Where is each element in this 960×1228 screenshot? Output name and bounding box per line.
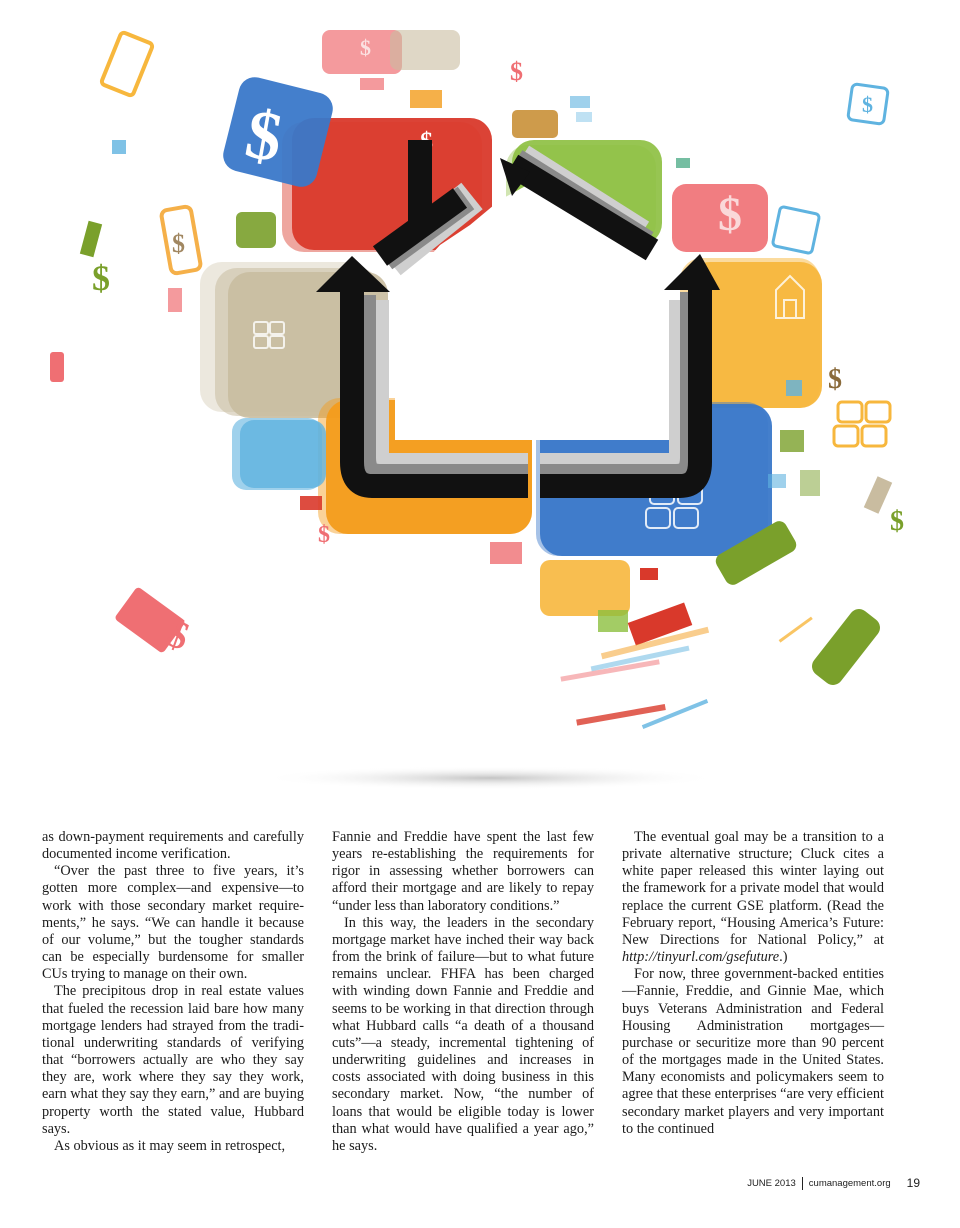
tile-gold-top — [512, 110, 558, 138]
report-link[interactable]: http://tinyurl.com/gsefuture — [622, 949, 780, 966]
ground-shadow — [260, 766, 720, 790]
dollar-icon: $ — [240, 95, 288, 178]
page-number: 19 — [906, 1176, 920, 1190]
tile-yellow-bottom — [540, 560, 630, 616]
dollar-icon: $ — [420, 127, 433, 156]
dollar-icon: $ — [828, 364, 842, 395]
footer-divider — [802, 1177, 803, 1190]
issue-date: JUNE 2013 — [747, 1177, 796, 1189]
dollar-icon: $ — [160, 609, 196, 659]
article-paragraph: For now, three government-backed entities—Fannie, Freddie, and Ginnie Mae, which buys Veterans Administration and Federal Housing Administration mortgages—purchase or securitize more than 90 percent of the mortgages made in the United States. Many economists and policymakers seem to agree that these enterprises “are very efficient secondary market players and very important to the continued — [622, 966, 884, 1137]
dollar-icon: $ — [718, 188, 742, 241]
tile-cyan — [232, 418, 326, 490]
paragraph-text: The eventual goal may be a transition to a private alternative structure; Cluck cites a white paper released this winter laying out the framework for a private model that would replace the current GSE platform. (Read the February report, “Housing America’s Future: New Directions for National Policy,” at — [622, 829, 884, 948]
dollar-icon: $ — [890, 506, 904, 537]
article-paragraph: As obvious as it may seem in retrospect, — [54, 1137, 286, 1154]
article-column-2 — [332, 829, 594, 1155]
article-column-1 — [42, 829, 304, 1155]
dollar-icon: $ — [510, 57, 523, 86]
paragraph-tail: .) — [779, 949, 788, 966]
dollar-icon: $ — [92, 258, 110, 298]
article-paragraph: as down-payment requirements and carefully documented income verification. — [42, 829, 304, 863]
site-link[interactable]: cumanagement.org — [808, 1177, 891, 1189]
dollar-icon: $ — [318, 522, 330, 548]
article-paragraph: In this way, the leaders in the secondary mortgage market have inched their way back from the brink of failure—but to what future remains unclear. FHFA has been charged with winding down Fannie and Freddie and seems to be working in that direction through what Hubbard calls “a death of a thousand cuts”—a steady, incremental tightening of underwriting guidelines and increases in costs associated with doing business in this secondary market. Now, “the number of loans that would be eligible today is lower than what would have qualified a year ago,” he says. — [332, 914, 594, 1154]
article-paragraph — [622, 829, 884, 966]
article-column-3 — [622, 829, 884, 1138]
article-paragraph: “Over the past three to five years, it’s gotten more complex—and expensive—to work with those secondary market requirements,” he says. “We can handle it because of our volume,” but the tougher standards can be especially burdensome for smaller CUs trying to manage on their own. — [42, 863, 304, 983]
article-paragraph: The precipitous drop in real estate values that fueled the recession laid bare how many mortgage lenders had strayed from the traditional underwriting standards of verifying that “borrowers actually are who they say they are, work where they say they work, earn what they say they earn,” and are buying property worth the stated value, Hubbard says. — [42, 983, 304, 1137]
article-paragraph: Fannie and Freddie have spent the last few years re-establishing the requirements for rigor in assessing whether borrowers can afford their mortgage and are likely to repay “under less than laboratory conditions.” — [332, 829, 594, 914]
dollar-icon: $ — [172, 229, 185, 258]
dollar-icon: $ — [862, 92, 873, 117]
dollar-icon: $ — [360, 35, 371, 60]
page-footer — [700, 1174, 920, 1192]
